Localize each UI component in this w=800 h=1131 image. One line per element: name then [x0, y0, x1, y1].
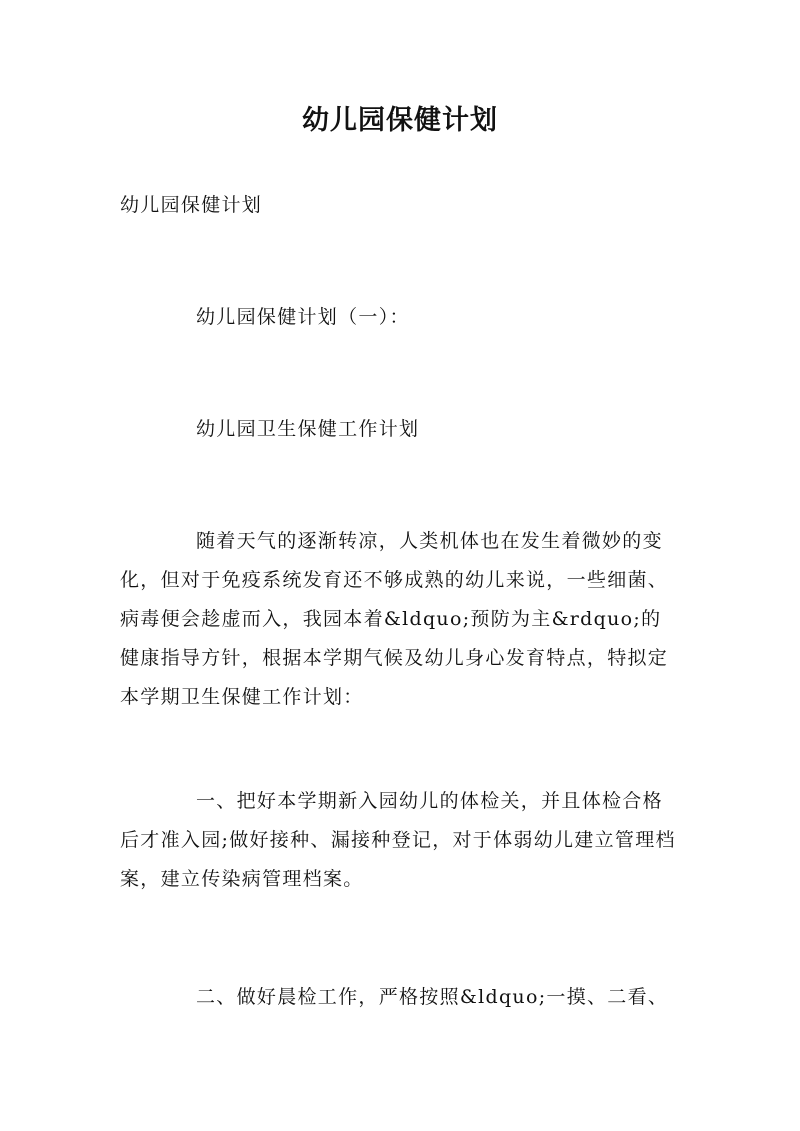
page-title: 幼儿园保健计划 [302, 105, 498, 136]
document-title-line: 幼儿园保健计划 [120, 194, 263, 216]
subheading-hygiene-plan: 幼儿园卫生保健工作计划 [196, 418, 420, 440]
paragraph-item-two: 二、做好晨检工作，严格按照&ldquo;一摸、二看、 [196, 986, 669, 1008]
paragraph-intro: 随着天气的逐渐转凉，人类机体也在发生着微妙的变化，但对于免疫系统发育还不够成熟的幼儿来说，一些细菌、病毒便会趁虚而入，我园本着&ldquo;预防为主&rdquo;的健康指导方针，根据本学期气候及幼儿身心发育特点，特拟定本学期卫生保健工作计划： [120, 530, 669, 708]
subheading-plan-one: 幼儿园保健计划（一）： [196, 306, 410, 328]
paragraph-item-one: 一、把好本学期新入园幼儿的体检关，并且体检合格后才准入园;做好接种、漏接种登记，对于体弱幼儿建立管理档案，建立传染病管理档案。 [120, 790, 676, 890]
